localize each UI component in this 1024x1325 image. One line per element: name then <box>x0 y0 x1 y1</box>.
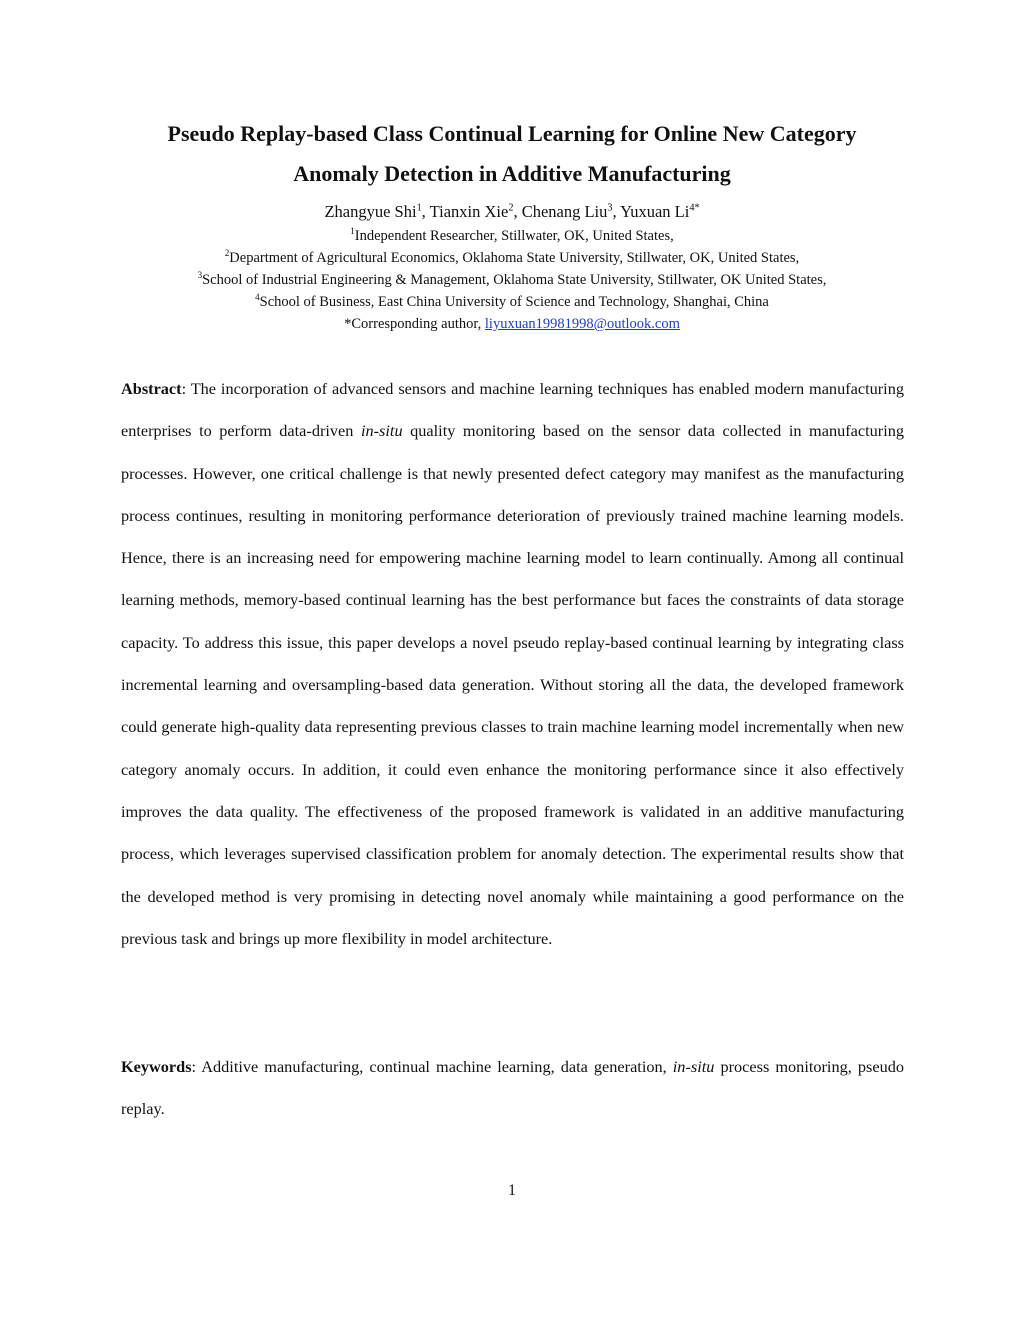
abstract-text: The incorporation of advanced sensors and machine learning techniques has enabled modern manufacturing enterprises to perform data-driven <box>121 379 904 441</box>
paper-title-line-2: Anomaly Detection in Additive Manufacturing <box>293 161 731 186</box>
author-affil-mark: 3 <box>607 202 613 214</box>
affiliation-4 <box>80 293 944 311</box>
keywords-text: process monitoring, pseudo replay. <box>121 1057 904 1119</box>
author-name: Yuxuan Li <box>620 202 690 221</box>
affiliation-text: Department of Agricultural Economics, Oklahoma State University, Stillwater, OK, United States, <box>229 250 800 266</box>
keywords-colon: : <box>191 1057 202 1076</box>
author-affil-mark: 2 <box>508 202 514 214</box>
keywords-label: Keywords <box>121 1057 192 1076</box>
affiliation-mark: 1 <box>350 226 355 237</box>
affiliation-text: School of Industrial Engineering & Management, Oklahoma State University, Stillwater, OK United States, <box>202 272 827 288</box>
affiliation-2 <box>80 249 944 267</box>
author-name: Chenang Liu <box>521 202 608 221</box>
abstract-label: Abstract <box>121 379 182 398</box>
abstract-paragraph <box>121 368 904 960</box>
author-affil-mark: 4* <box>689 202 700 214</box>
author-separator: , <box>421 202 430 221</box>
abstract-colon: : <box>181 379 191 398</box>
author-name: Tianxin Xie <box>429 202 509 221</box>
abstract-text: quality monitoring based on the sensor data collected in manufacturing processes. However, one critical challenge is that newly presented defect category may manifest as the manufacturing process continues, resulting in monitoring performance deterioration of previously trained machine learning models. Hence, there is an increasing need for empowering machine learning model to learn continually. Among all continual learning methods, memory-based continual learning has the best performance but faces the constraints of data storage capacity. To address this issue, this paper develops a novel pseudo replay-based continual learning by integrating class incremental learning and oversampling-based data generation. Without storing all the data, the developed framework could generate high-quality data representing previous classes to train machine learning model incrementally when new category anomaly occurs. In addition, it could even enhance the monitoring performance since it also effectively improves the data quality. The effectiveness of the proposed framework is validated in an additive manufacturing process, which leverages supervised classification problem for anomaly detection. The experimental results show that the developed method is very promising in detecting novel anomaly while maintaining a good performance on the previous task and brings up more flexibility in model architecture. <box>121 421 904 948</box>
affiliation-mark: 3 <box>197 270 203 281</box>
keywords-italic-term: in-situ <box>672 1057 715 1076</box>
abstract-italic-term: in-situ <box>360 421 403 441</box>
author-list <box>80 201 944 223</box>
affiliation-text: Independent Researcher, Stillwater, OK, United States, <box>354 228 674 244</box>
affiliation-3 <box>80 271 944 289</box>
author-name: Zhangyue Shi <box>324 202 417 221</box>
author-affil-mark: 1 <box>416 202 422 214</box>
affiliation-text: School of Business, East China University of Science and Technology, Shanghai, China <box>259 294 769 310</box>
author-separator: , <box>612 202 621 221</box>
author-separator: , <box>513 202 522 221</box>
affiliation-mark: 4 <box>255 292 260 303</box>
affiliation-1 <box>80 227 944 245</box>
corresponding-author <box>80 315 944 333</box>
corresponding-label: *Corresponding author, <box>344 316 485 332</box>
corresponding-email-link[interactable]: liyuxuan19981998@outlook.com <box>484 316 680 332</box>
keywords-text: Additive manufacturing, continual machine learning, data generation, <box>201 1057 673 1076</box>
page-number: 1 <box>508 1182 516 1199</box>
paper-title-line-1: Pseudo Replay-based Class Continual Learning for Online New Category <box>167 121 857 146</box>
affiliation-mark: 2 <box>224 248 230 259</box>
keywords-paragraph <box>121 1046 904 1131</box>
